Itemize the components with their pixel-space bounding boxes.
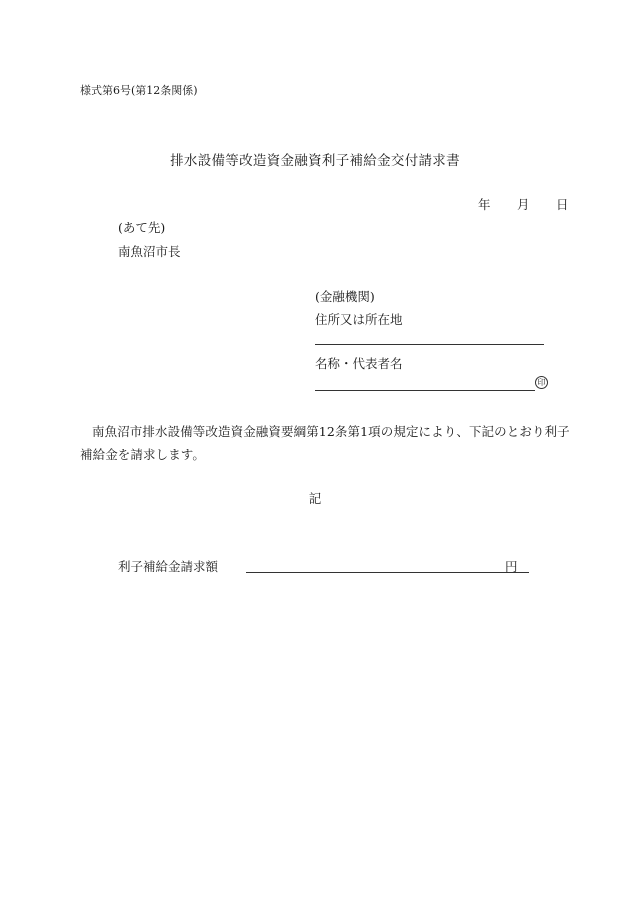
amount-field-line[interactable] [246,572,529,573]
representative-name-label: 名称・代表者名 [315,356,403,371]
financial-institution-label: (金融機関) [315,289,375,304]
request-statement: 南魚沼市排水設備等改造資金融資要綱第12条第1項の規定により、下記のとおり利子補給金を請求します。 [80,424,570,462]
amount-unit: 円 [505,559,518,574]
date-day-label: 日 [556,197,569,212]
form-number: 様式第6号(第12条関係) [80,84,198,97]
representative-name-field-line[interactable] [315,390,535,391]
date-year-label: 年 [478,197,491,212]
ki-heading: 記 [308,491,322,506]
amount-label: 利子補給金請求額 [118,559,219,574]
document-title: 排水設備等改造資金融資利子補給金交付請求書 [170,153,460,169]
seal-mark-icon: 印 [535,376,548,389]
address-field-line[interactable] [315,344,544,345]
address-label: 住所又は所在地 [315,312,403,327]
addressee-name: 南魚沼市長 [118,244,181,259]
addressee-label: (あて先) [118,220,166,235]
date-month-label: 月 [517,197,530,212]
